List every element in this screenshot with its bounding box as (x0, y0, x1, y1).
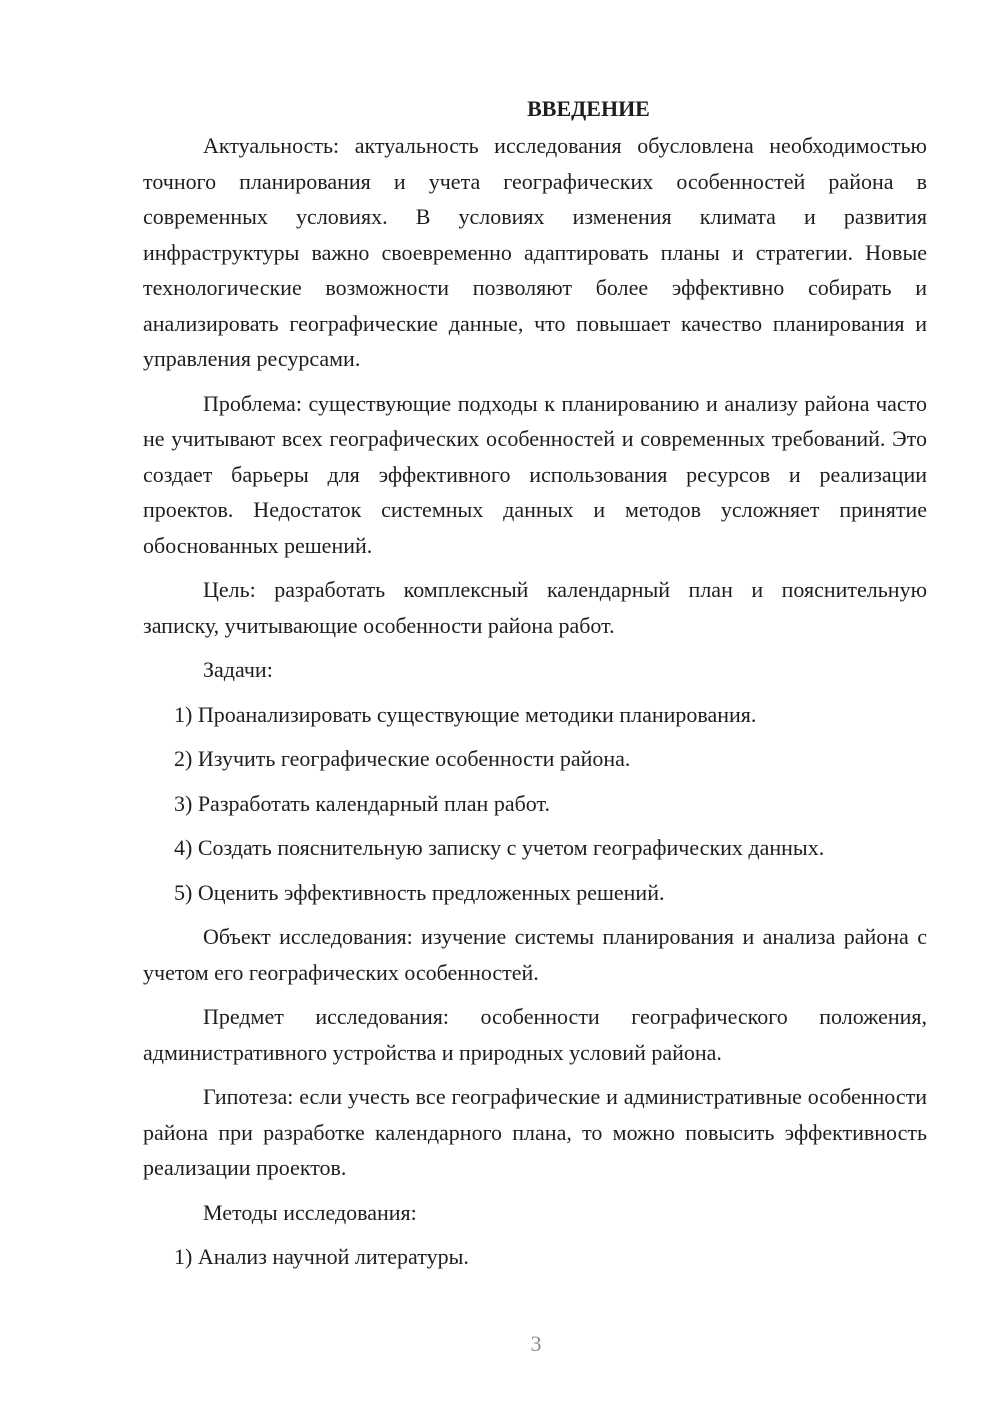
goal-paragraph: Цель: разработать комплексный календарный план и пояснительную записку, учитывающие особенности района работ. (143, 577, 927, 638)
problem-paragraph: Проблема: существующие подходы к планированию и анализу района часто не учитывают всех географических особенностей и современных требований. Это создает барьеры для эффективного использования ресурсов и реализации проектов. Недостаток системных данных и методов усложняет принятие обоснованных решений. (143, 390, 927, 558)
task-item: 5) Оценить эффективность предложенных решений. (174, 879, 665, 905)
page-number: 3 (530, 1331, 542, 1356)
methods-label: Методы исследования: (203, 1199, 417, 1225)
tasks-label: Задачи: (203, 657, 273, 682)
document-page (143, 92, 927, 1284)
section-title: ВВЕДЕНИЕ (527, 96, 650, 121)
relevance-paragraph: Актуальность: актуальность исследования обусловлена необходимостью точного планирования и учета географических особенностей района в современных условиях. В условиях изменения климата и развития инфраструктуры важно своевременно адаптировать планы и стратегии. Новые технологические возможности позволяют более эффективно собирать и анализировать географические данные, что повышает качество планирования и управления ресурсами. (143, 133, 927, 371)
hypothesis-paragraph: Гипотеза: если учесть все географические и административные особенности района при разработке календарного плана, то можно повысить эффективность реализации проектов. (143, 1084, 927, 1180)
subject-paragraph: Предмет исследования: особенности географического положения, административного устройства и природных условий района. (143, 1004, 927, 1065)
task-item: 1) Проанализировать существующие методики планирования. (174, 701, 757, 727)
task-item: 4) Создать пояснительную записку с учетом географических данных. (174, 835, 825, 860)
method-item: 1) Анализ научной литературы. (174, 1244, 469, 1269)
task-item: 3) Разработать календарный план работ. (174, 790, 550, 816)
task-item: 2) Изучить географические особенности района. (174, 746, 631, 771)
object-paragraph: Объект исследования: изучение системы планирования и анализа района с учетом его географических особенностей. (143, 924, 927, 985)
